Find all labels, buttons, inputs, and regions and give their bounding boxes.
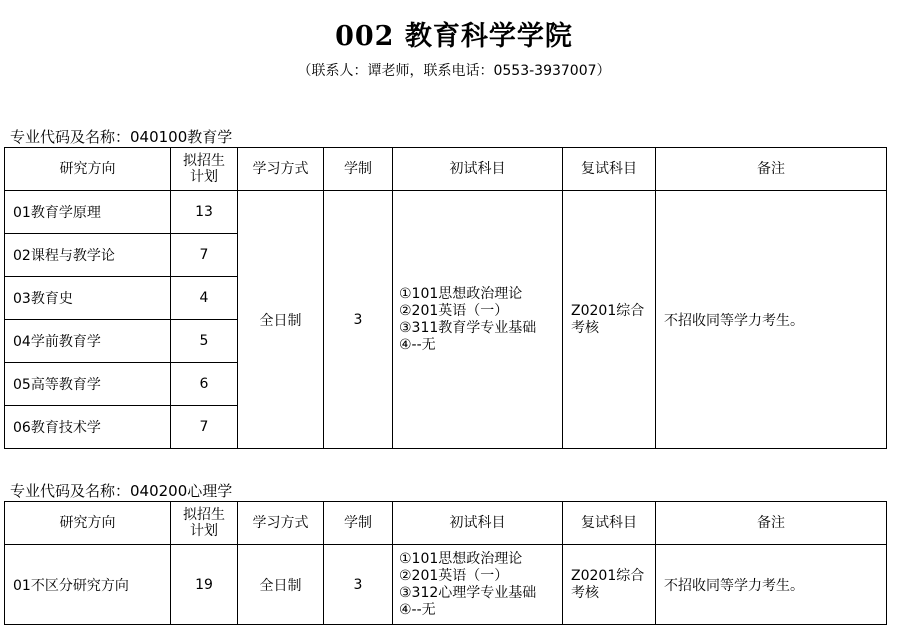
exam-subject: ②201英语（一） [399,567,509,584]
quota-cell: 19 [171,545,238,625]
exam-subject: ③312心理学专业基础 [399,584,537,601]
header-note: 备注 [656,148,887,191]
header-retest: 复试科目 [563,148,656,191]
header-retest: 复试科目 [563,502,656,545]
quota-cell: 13 [171,191,238,234]
table-row [5,191,887,234]
note-cell: 不招收同等学力考生。 [656,545,887,625]
header-exam: 初试科目 [393,148,563,191]
major-label-education: 专业代码及名称：040100教育学 [10,128,233,146]
header-row [5,502,887,545]
table-education [4,147,887,449]
quota-cell: 7 [171,406,238,449]
header-note: 备注 [656,502,887,545]
header-quota [171,502,238,545]
retest-cell [563,191,656,449]
exam-subjects-cell [393,545,563,625]
header-quota-line1: 拟招生 [183,153,225,169]
note-cell: 不招收同等学力考生。 [656,191,887,449]
years-cell: 3 [324,191,393,449]
direction-cell: 04学前教育学 [5,320,171,363]
major-label-psychology: 专业代码及名称：040200心理学 [10,482,233,500]
header-row [5,148,887,191]
years-cell: 3 [324,545,393,625]
direction-cell: 01教育学原理 [5,191,171,234]
header-direction: 研究方向 [5,502,171,545]
retest-cell [563,545,656,625]
exam-subject: ③311教育学专业基础 [399,319,537,336]
contact-info: （联系人：谭老师，联系电话：0553-3937007） [297,63,611,79]
quota-cell: 4 [171,277,238,320]
header-quota-line2: 计划 [190,523,218,539]
header-quota-line1: 拟招生 [183,507,225,523]
header-exam: 初试科目 [393,502,563,545]
header-quota [171,148,238,191]
exam-subject: ②201英语（一） [399,302,509,319]
header-years: 学制 [324,502,393,545]
exam-subject: ①101思想政治理论 [399,285,523,302]
quota-cell: 5 [171,320,238,363]
header-mode: 学习方式 [238,502,324,545]
direction-cell: 03教育史 [5,277,171,320]
exam-subject: ④--无 [399,601,436,618]
exam-subject: ④--无 [399,336,436,353]
direction-cell: 02课程与教学论 [5,234,171,277]
quota-cell: 6 [171,363,238,406]
header-quota-line2: 计划 [190,169,218,185]
retest-line: Z0201综合 [571,302,645,319]
exam-subjects-cell [393,191,563,449]
header-years: 学制 [324,148,393,191]
mode-cell: 全日制 [238,545,324,625]
retest-line: 考核 [571,584,599,601]
direction-cell: 05高等教育学 [5,363,171,406]
retest-line: 考核 [571,319,599,336]
quota-cell: 7 [171,234,238,277]
table-psychology [4,501,887,625]
retest-line: Z0201综合 [571,567,645,584]
exam-subject: ①101思想政治理论 [399,550,523,567]
header-mode: 学习方式 [238,148,324,191]
direction-cell: 06教育技术学 [5,406,171,449]
table-row [5,545,887,625]
mode-cell: 全日制 [238,191,324,449]
direction-cell: 01不区分研究方向 [5,545,171,625]
page-title: 002 教育科学学院 [335,21,573,52]
header-direction: 研究方向 [5,148,171,191]
